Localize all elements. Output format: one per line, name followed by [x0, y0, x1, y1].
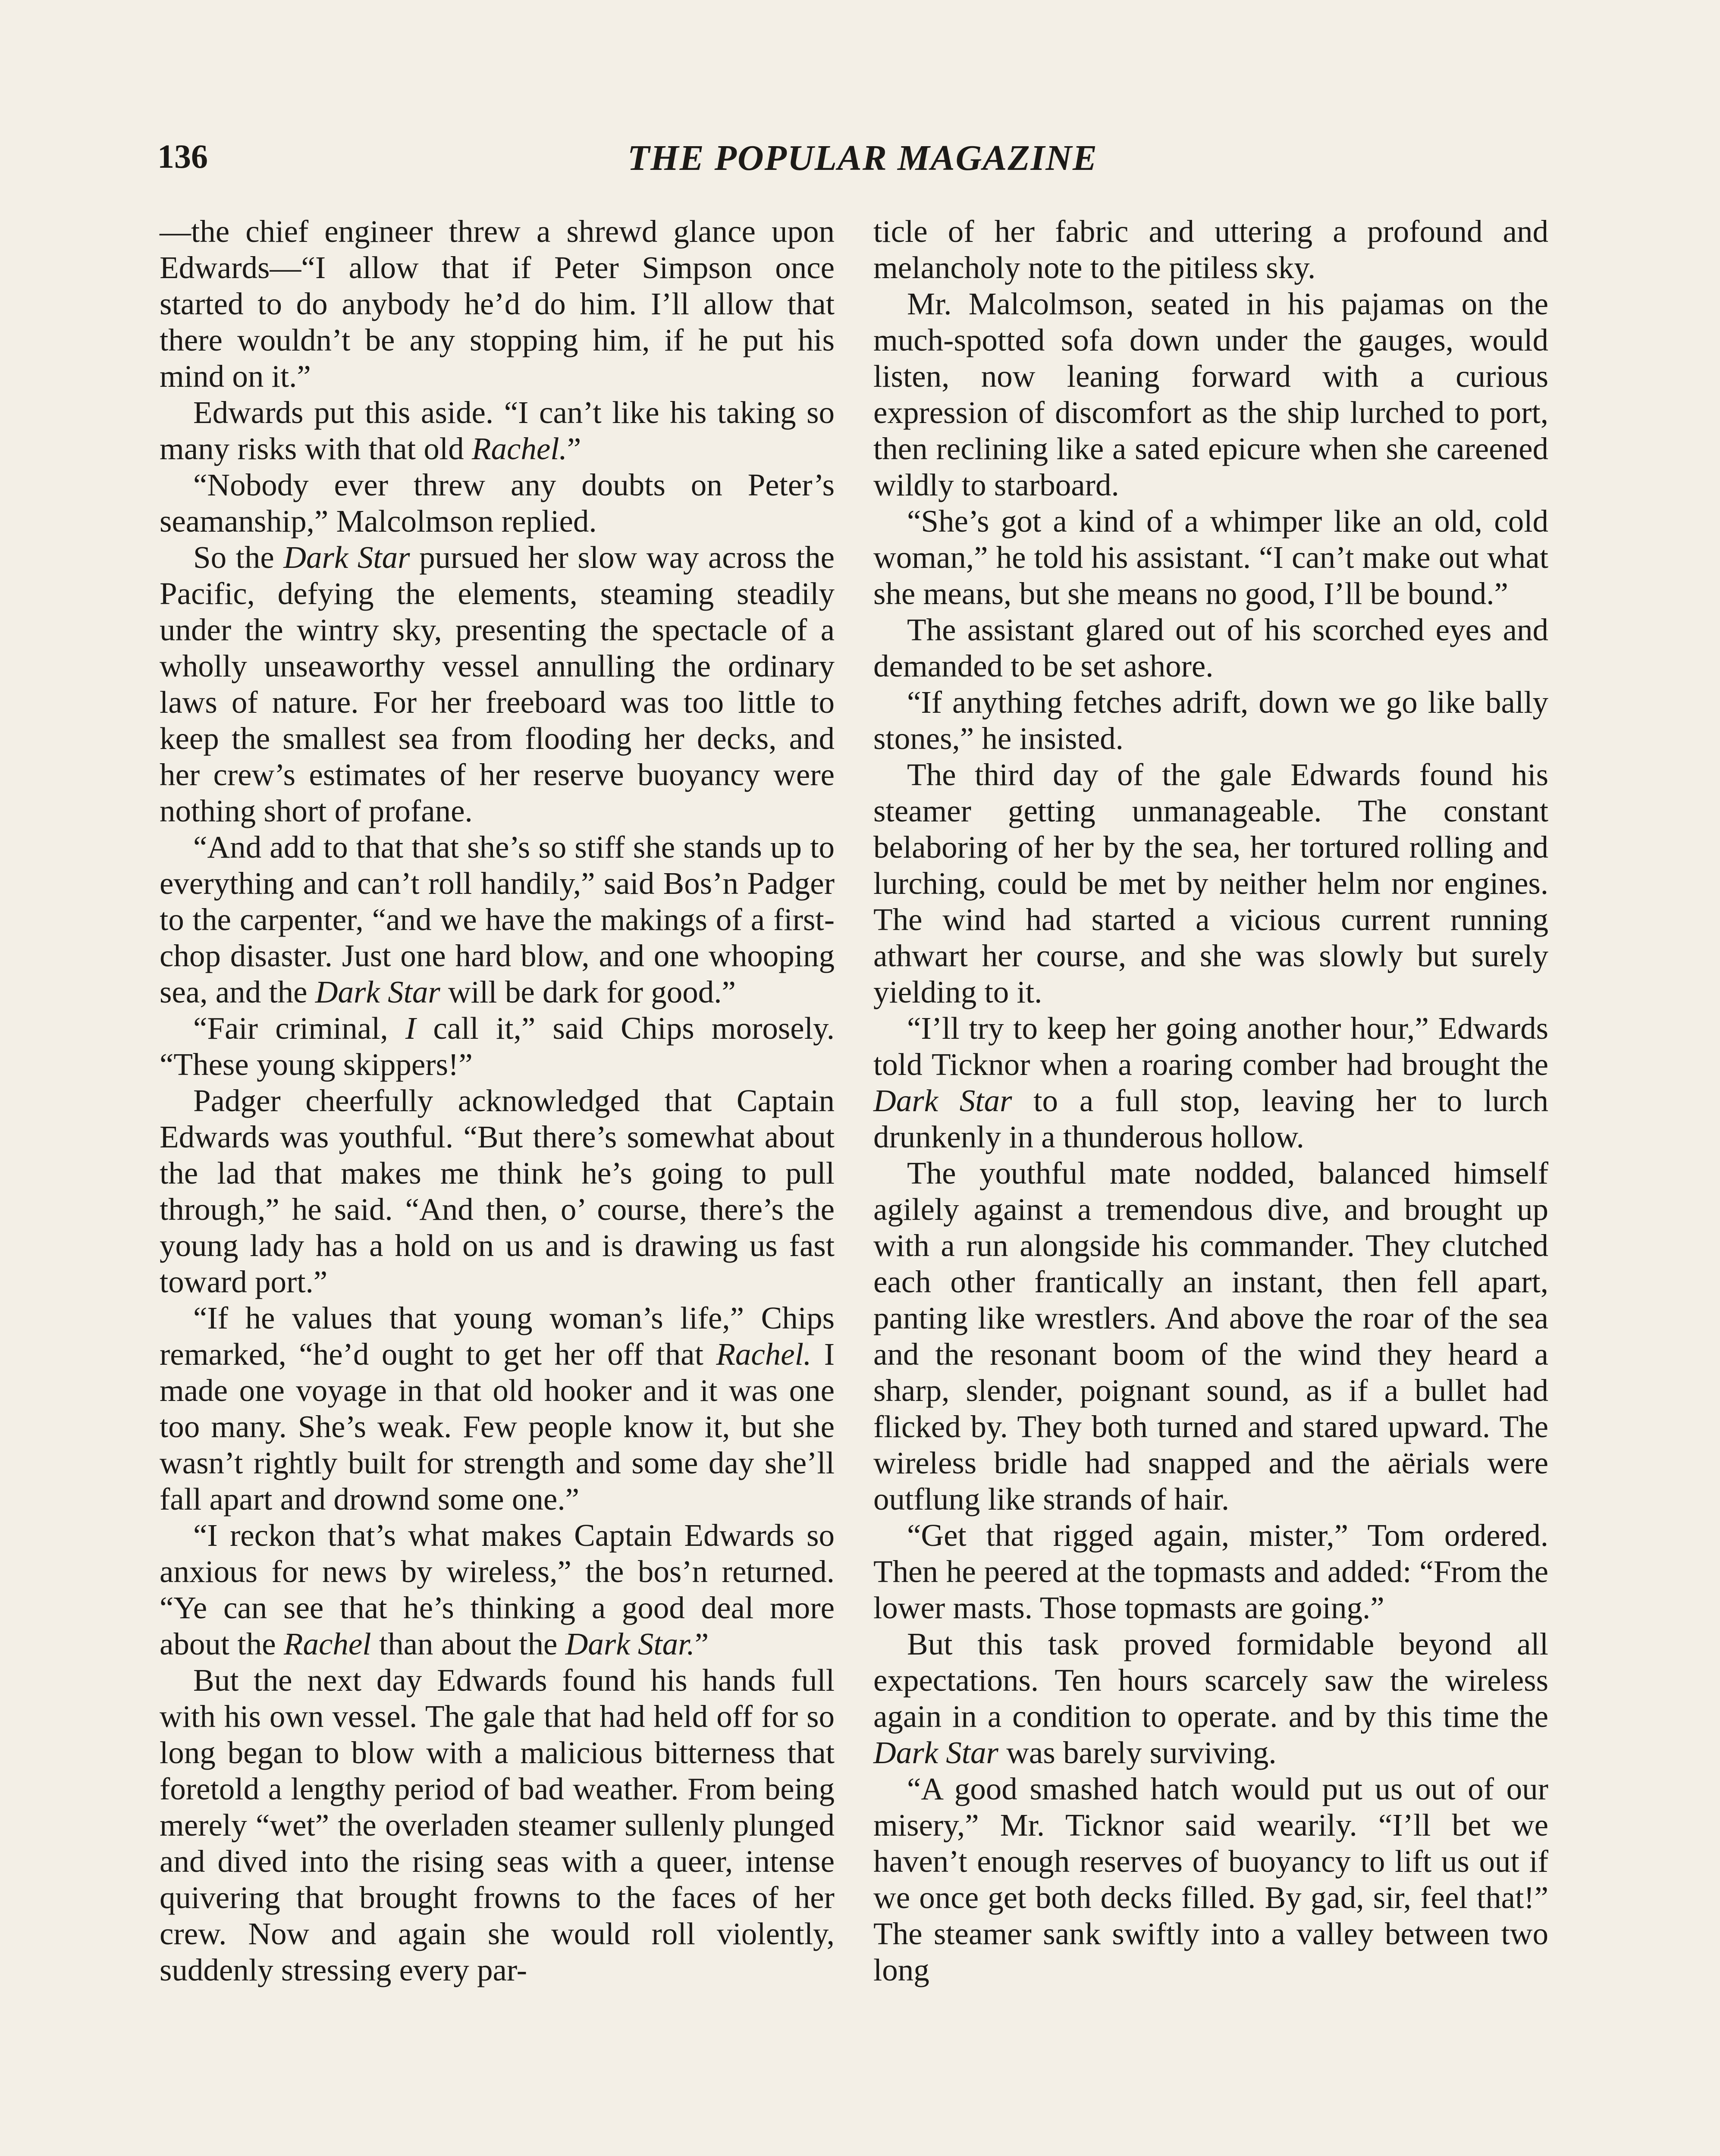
paragraph: “I reckon that’s what makes Captain Edwards so anxious for news by wireless,” the bos’n returned. “Ye can see that he’s thinking a good deal more about the Rachel than about the Dark Star.”	[160, 1518, 835, 1661]
paragraph: “And add to that that she’s so stiff she stands up to everything and can’t roll handily,” said Bos’n Padger to the carpenter, “and we have the makings of a first-chop disaster. Just one hard blow, and one whooping sea, and the Dark Star will be dark for good.”	[160, 830, 835, 1009]
paragraph: But this task proved formidable beyond all expectations. Ten hours scarcely saw the wireless again in a condition to operate. and by this time the Dark Star was barely surviving.	[873, 1626, 1548, 1770]
paragraph: Mr. Malcolmson, seated in his pajamas on the much-spotted sofa down under the gauges, would listen, now leaning forward with a curious expression of discomfort as the ship lurched to port, then reclining like a sated epicure when she careened wildly to starboard.	[873, 286, 1548, 502]
paragraph: Edwards put this aside. “I can’t like his taking so many risks with that old Rachel.”	[160, 395, 835, 466]
paragraph: But the next day Edwards found his hands full with his own vessel. The gale that had held off for so long began to blow with a malicious bitterness that foretold a lengthy period of bad weather. From being merely “wet” the overladen steamer sullenly plunged and dived into the rising seas with a queer, intense quivering that brought frowns to the faces of her crew. Now and again she would roll violently, suddenly stressing every par-	[160, 1663, 835, 1987]
right-column	[873, 213, 1548, 1988]
page-number: 136	[157, 138, 208, 175]
paragraph: The youthful mate nodded, balanced himself agilely against a tremendous dive, and brought up with a run alongside his commander. They clutched each other frantically an instant, then fell apart, panting like wrestlers. And above the roar of the sea and the resonant boom of the wind they heard a sharp, slender, poignant sound, as if a bullet had flicked by. They both turned and stared upward. The wireless bridle had snapped and the aërials were outflung like strands of hair.	[873, 1156, 1548, 1517]
running-title: THE POPULAR MAGAZINE	[627, 138, 1098, 178]
paragraph: “I’ll try to keep her going another hour,” Edwards told Ticknor when a roaring comber had brought the Dark Star to a full stop, leaving her to lurch drunkenly in a thunderous hollow.	[873, 1011, 1548, 1154]
paragraph: ticle of her fabric and uttering a profound and melancholy note to the pitiless sky.	[873, 214, 1548, 285]
paragraph: “If he values that young woman’s life,” Chips remarked, “he’d ought to get her off that Rachel. I made one voyage in that old hooker and it was one too many. She’s weak. Few people know it, but she wasn’t rightly built for strength and some day she’ll fall apart and drownd some one.”	[160, 1300, 835, 1517]
paragraph: “If anything fetches adrift, down we go like bally stones,” he insisted.	[873, 685, 1548, 756]
paragraph: “She’s got a kind of a whimper like an old, cold woman,” he told his assistant. “I can’t make out what she means, but she means no good, I’ll be bound.”	[873, 504, 1548, 611]
paragraph: “Nobody ever threw any doubts on Peter’s seamanship,” Malcolmson replied.	[160, 467, 835, 539]
left-column	[160, 213, 835, 1988]
paragraph: So the Dark Star pursued her slow way across the Pacific, defying the elements, steaming steadily under the wintry sky, presenting the spectacle of a wholly unseaworthy vessel annulling the ordinary laws of nature. For her freeboard was too little to keep the smallest sea from flooding her decks, and her crew’s estimates of her reserve buoyancy were nothing short of profane.	[160, 540, 835, 828]
paragraph: “Fair criminal, I call it,” said Chips morosely. “These young skippers!”	[160, 1011, 835, 1082]
paragraph: “A good smashed hatch would put us out of our misery,” Mr. Ticknor said wearily. “I’ll bet we haven’t enough reserves of buoyancy to lift us out if we once get both decks filled. By gad, sir, feel that!” The steamer sank swiftly into a valley between two long	[873, 1771, 1548, 1987]
paragraph: The third day of the gale Edwards found his steamer getting unmanageable. The constant belaboring of her by the sea, her tortured rolling and lurching, could be met by neither helm nor engines. The wind had started a vicious current running athwart her course, and she was slowly but surely yielding to it.	[873, 757, 1548, 1009]
paragraph: Padger cheerfully acknowledged that Captain Edwards was youthful. “But there’s somewhat about the lad that makes me think he’s going to pull through,” he said. “And then, o’ course, there’s the young lady has a hold on us and is drawing us fast toward port.”	[160, 1083, 835, 1299]
paragraph: The assistant glared out of his scorched eyes and demanded to be set ashore.	[873, 612, 1548, 683]
paragraph: “Get that rigged again, mister,” Tom ordered. Then he peered at the topmasts and added: “From the lower masts. Those topmasts are going.”	[873, 1518, 1548, 1625]
paragraph: —the chief engineer threw a shrewd glance upon Edwards—“I allow that if Peter Simpson once started to do anybody he’d do him. I’ll allow that there wouldn’t be any stopping him, if he put his mind on it.”	[160, 214, 835, 394]
